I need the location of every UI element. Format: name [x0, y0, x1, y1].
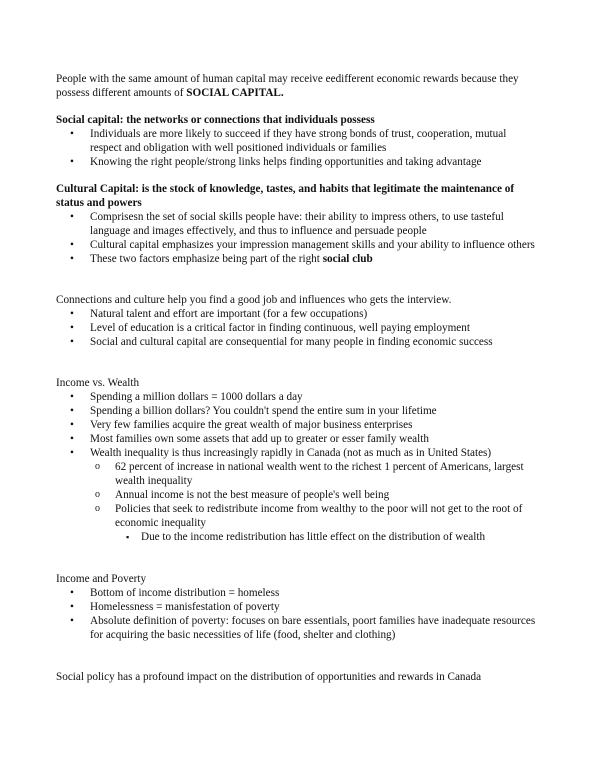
income-wealth-subsublist	[115, 530, 536, 544]
income-poverty-list	[56, 586, 536, 642]
connections-list	[56, 307, 536, 349]
connections-section	[56, 293, 536, 349]
social-capital-section	[56, 113, 536, 169]
connections-intro: Connections and culture help you find a good job and influences who gets the interview.	[56, 294, 452, 306]
sub-list-item: o Annual income is not the best measure of people's well being	[90, 488, 536, 502]
social-capital-heading: Social capital: the networks or connections that individuals possess	[56, 114, 375, 126]
list-item: • Cultural capital emphasizes your impression management skills and your ability to influence others	[56, 238, 536, 252]
social-capital-list	[56, 127, 536, 169]
closing-text: Social policy has a profound impact on the distribution of opportunities and rewards in Canada	[56, 671, 482, 683]
list-item: • Homelessness = manisfestation of poverty	[56, 600, 536, 614]
list-item: • Absolute definition of poverty: focuses on bare essentials, poort families have inadequate resources for acquiring the basic necessities of life (food, shelter and clothing)	[56, 614, 536, 642]
list-item: • Most families own some assets that add up to greater or esser family wealth	[56, 432, 536, 446]
sub-list-item	[90, 502, 536, 544]
list-item: • Level of education is a critical factor in finding continuous, well paying employment	[56, 321, 536, 335]
income-poverty-section	[56, 572, 536, 642]
income-wealth-heading: Income vs. Wealth	[56, 377, 140, 389]
intro-text	[56, 72, 536, 100]
list-item: • Individuals are more likely to succeed if they have strong bonds of trust, cooperation, mutual respect and obligation with well positioned individuals or families	[56, 127, 536, 155]
list-item: • Knowing the right people/strong links helps finding opportunities and taking advantage	[56, 155, 536, 169]
list-item: • Spending a billion dollars? You couldn't spend the entire sum in your lifetime	[56, 404, 536, 418]
cultural-capital-section	[56, 182, 536, 266]
list-item	[56, 446, 536, 544]
intro-text-bold: SOCIAL CAPITAL.	[186, 87, 284, 99]
cultural-capital-list	[56, 210, 536, 266]
income-poverty-heading: Income and Poverty	[56, 573, 147, 585]
sub-list-item: o 62 percent of increase in national wealth went to the richest 1 percent of Americans, largest wealth inequality	[90, 460, 536, 488]
social-club-emphasis: social club	[322, 253, 373, 265]
cultural-capital-heading: Cultural Capital: is the stock of knowledge, tastes, and habits that legitimate the maintenance of status and powers	[56, 183, 515, 209]
list-item: • Comprisesn the set of social skills people have: their ability to impress others, to use tasteful language and images effectively, and thus to influence and persuade people	[56, 210, 536, 238]
sub-list-item-text: Policies that seek to redistribute income from wealthy to the poor will not get to the root of economic inequality	[115, 503, 523, 529]
list-item-text: Wealth inequality is thus increasingly rapidly in Canada (not as much as in United States)	[90, 447, 492, 459]
income-wealth-section	[56, 376, 536, 544]
intro-text-plain: People with the same amount of human capital may receive eedifferent economic rewards because they possess different amounts of	[56, 73, 519, 99]
list-item: • Spending a million dollars = 1000 dollars a day	[56, 390, 536, 404]
list-item	[56, 252, 536, 266]
sub-sub-list-item: ▪ Due to the income redistribution has little effect on the distribution of wealth	[115, 530, 536, 544]
list-item: • Natural talent and effort are important (for a few occupations)	[56, 307, 536, 321]
intro-paragraph	[56, 72, 536, 100]
income-wealth-sublist	[90, 460, 536, 544]
list-item-text: These two factors emphasize being part of the right	[90, 253, 323, 265]
closing-paragraph	[56, 670, 536, 684]
income-wealth-list	[56, 390, 536, 544]
list-item: • Social and cultural capital are consequential for many people in finding economic success	[56, 335, 536, 349]
list-item: • Bottom of income distribution = homeless	[56, 586, 536, 600]
list-item: • Very few families acquire the great wealth of major business enterprises	[56, 418, 536, 432]
